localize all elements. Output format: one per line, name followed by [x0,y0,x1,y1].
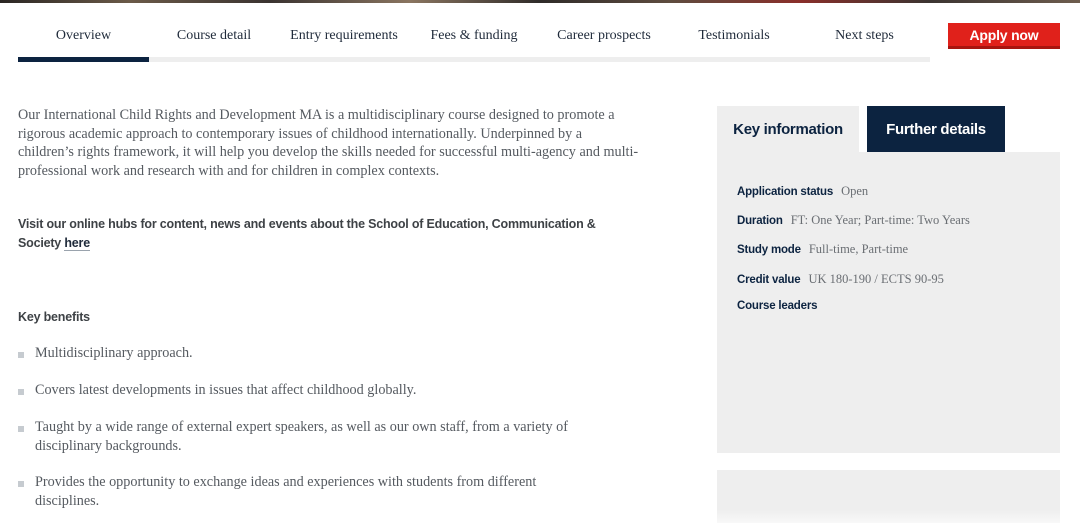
key-benefits-list [18,344,638,511]
info-label: Course leaders [737,300,818,312]
benefit-item [18,473,598,510]
benefit-text: Provides the opportunity to exchange ideas and experiences with students from different disciplines. [35,474,537,509]
apply-now-button[interactable]: Apply now [948,23,1060,49]
info-row-credit-value [737,272,944,287]
bullet-icon [18,481,24,487]
benefit-item [18,344,638,363]
benefit-text: Multidisciplinary approach. [35,345,193,361]
benefit-item [18,418,618,455]
bullet-icon [18,426,24,432]
key-information-panel [717,152,1060,453]
online-hubs-label: Visit our online hubs for content, news and events about the School of Education, Communication & Society [18,217,596,250]
online-hubs-here-link[interactable]: here [64,236,90,250]
bullet-icon [18,389,24,395]
info-row-course-leaders [737,298,817,313]
info-row-duration [737,213,970,228]
info-label: Duration [737,215,783,227]
tab-fees-funding[interactable]: Fees & funding [430,28,518,43]
course-intro-paragraph: Our International Child Rights and Development MA is a multidisciplinary course designed to promote a rigorous academic approach to contemporary issues of childhood internationally. Underpinned by a children’s rights framework, it will help you develop the skills needed for successful multi-agency and multi-professional work and research with and for children in complex contexts. [18,107,639,179]
info-label: Application status [737,186,834,198]
info-label: Study mode [737,244,801,256]
info-value: FT: One Year; Part-time: Two Years [790,213,970,227]
tab-entry-requirements[interactable]: Entry requirements [290,28,398,43]
tab-overview[interactable]: Overview [18,0,149,62]
tab-testimonials[interactable]: Testimonials [698,28,770,43]
info-value: Full-time, Part-time [808,242,909,256]
online-hubs-text [18,215,618,253]
secondary-info-panel [717,470,1060,523]
tab-career-prospects[interactable]: Career prospects [557,28,651,43]
tab-next-steps[interactable]: Next steps [835,28,894,43]
course-tab-nav [18,0,930,62]
info-row-application-status [737,184,868,199]
benefit-item [18,381,638,400]
tab-further-details[interactable]: Further details [867,106,1005,152]
info-value: UK 180-190 / ECTS 90-95 [808,272,944,286]
bullet-icon [18,352,24,358]
key-benefits-heading: Key benefits [18,310,90,324]
info-row-study-mode [737,242,908,257]
benefit-text: Taught by a wide range of external expert speakers, as well as our own staff, from a variety of disciplinary backgrounds. [35,419,568,454]
info-value: Open [841,184,869,198]
tab-course-detail[interactable]: Course detail [176,28,252,43]
info-label: Credit value [737,274,801,286]
tab-key-information[interactable]: Key information [717,106,859,152]
benefit-text: Covers latest developments in issues that affect childhood globally. [35,381,417,398]
